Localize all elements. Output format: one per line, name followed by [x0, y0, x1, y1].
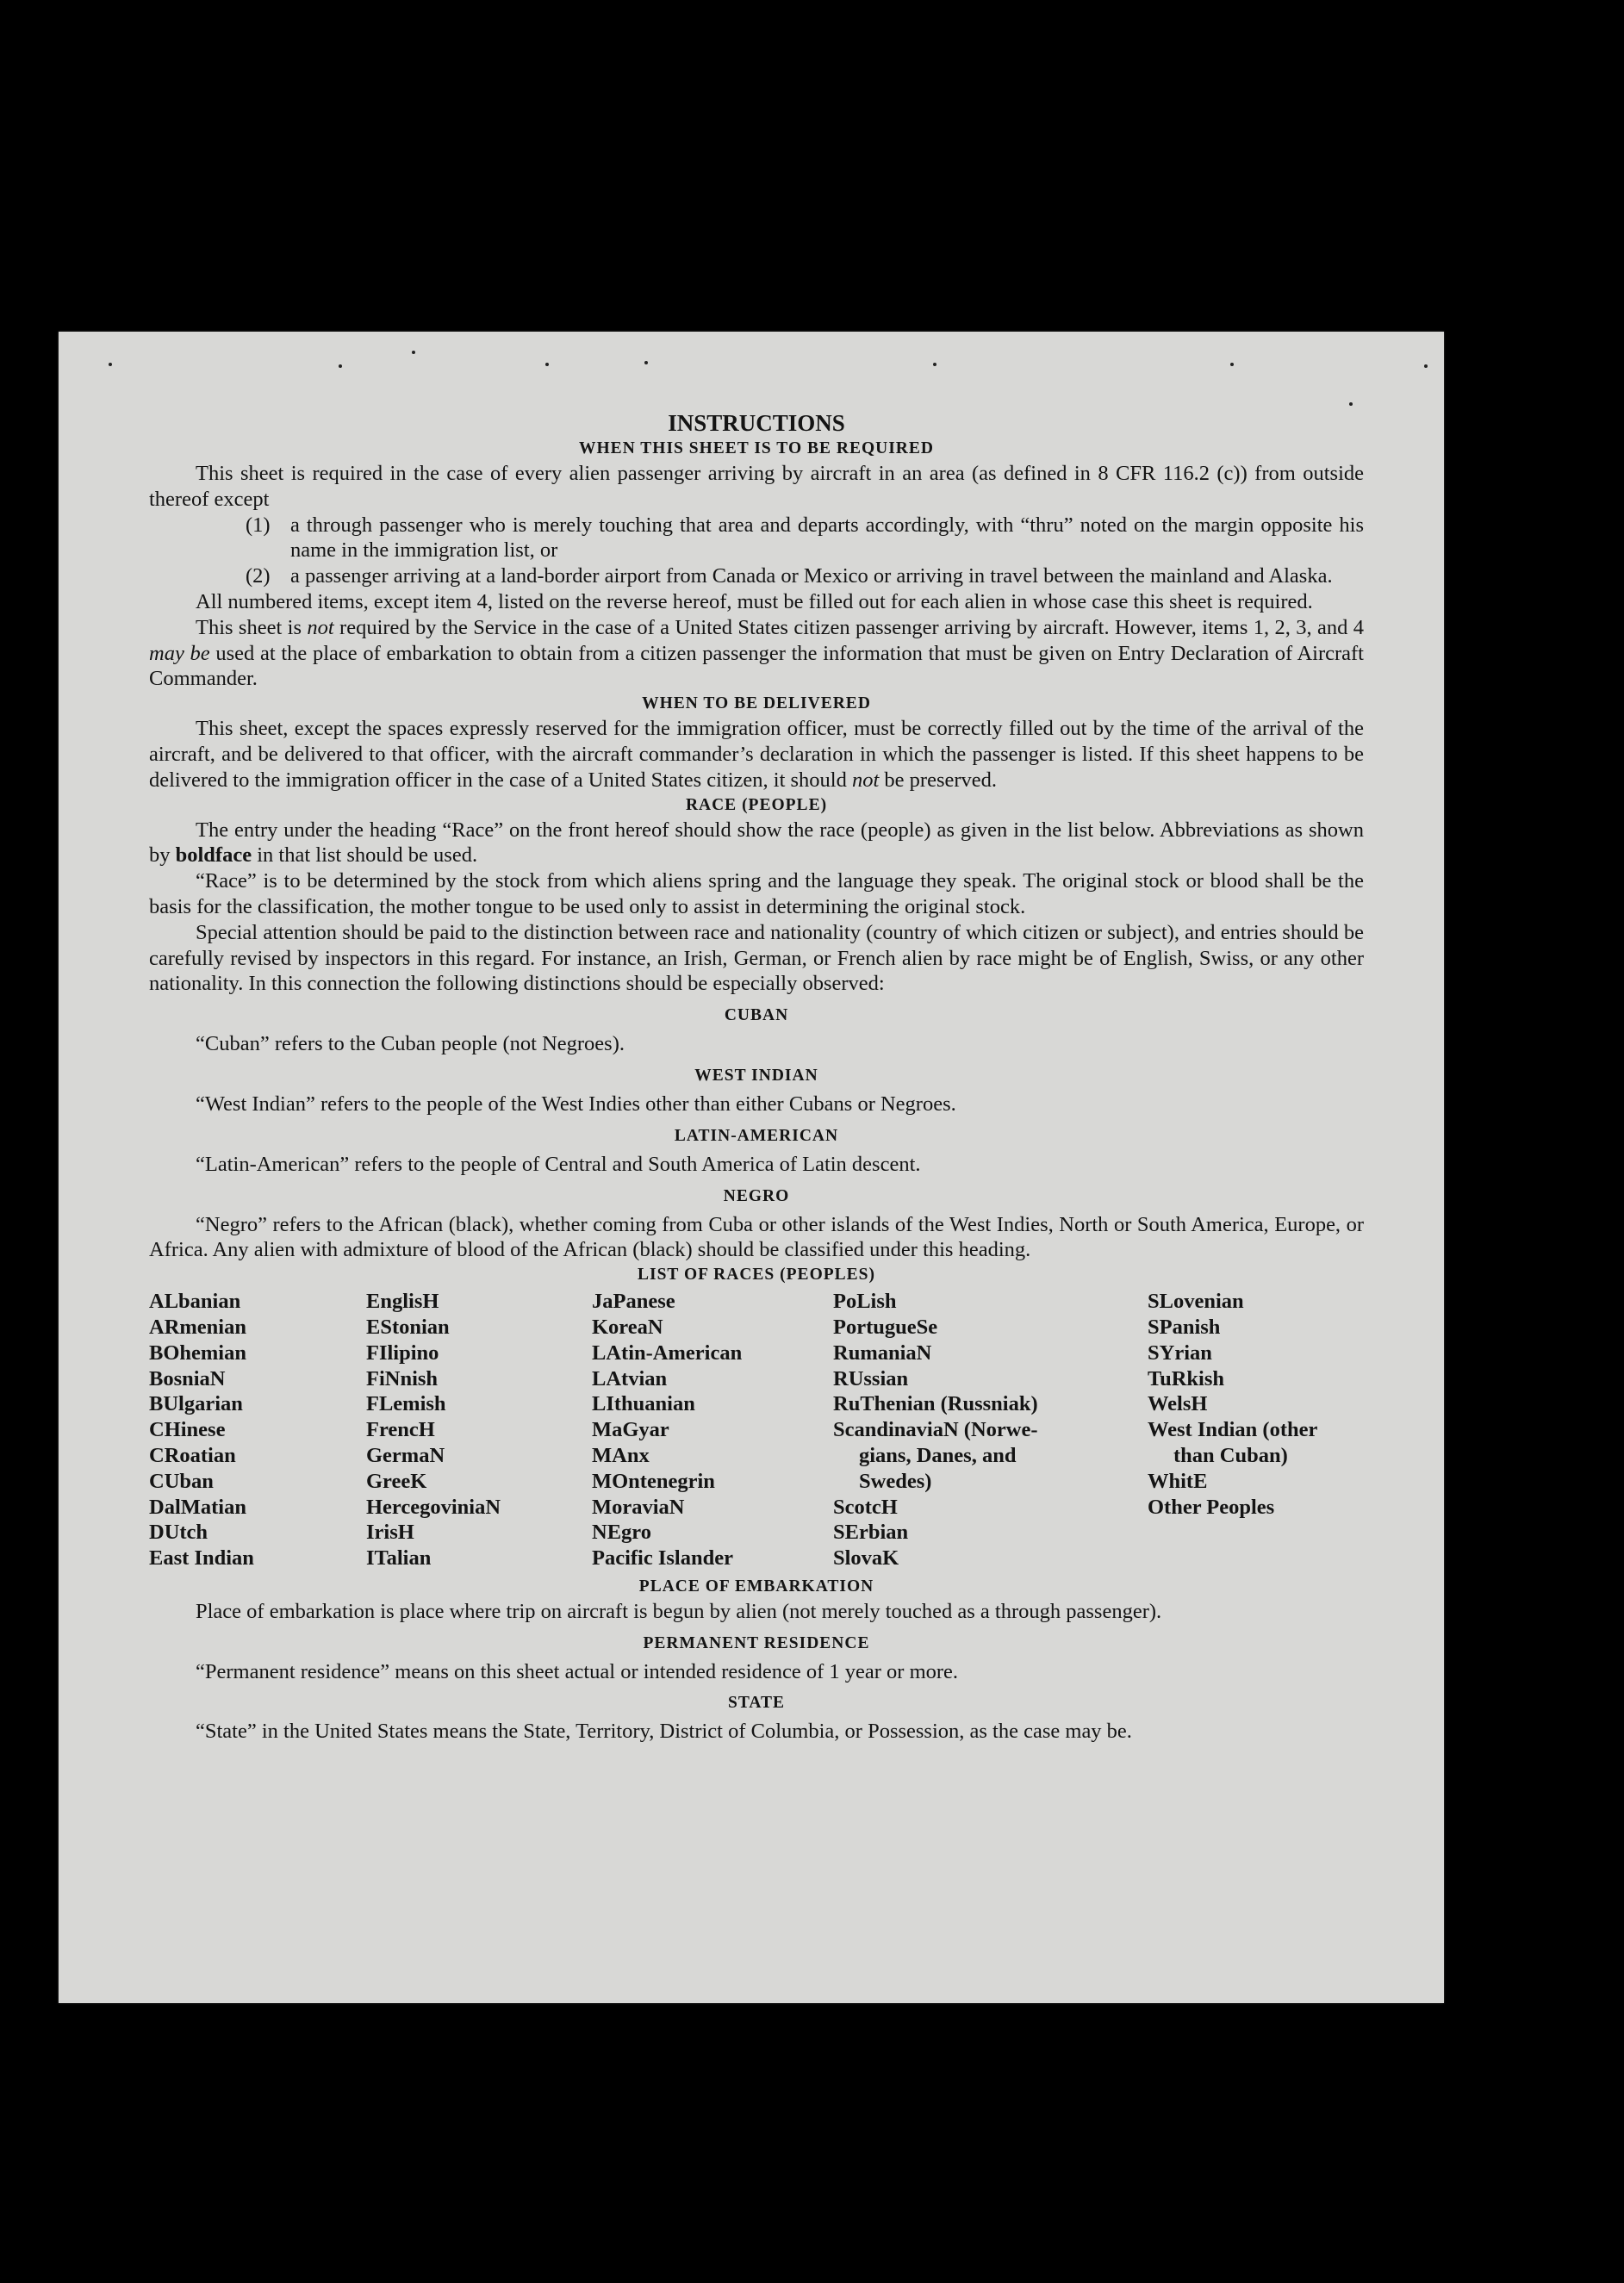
instructions-content	[149, 409, 1364, 1745]
item-text: a through passenger who is merely touching that area and departs accordingly, with “thru” noted on the margin opposite his name in the immigration list, or	[290, 513, 1364, 563]
race-entry: MOntenegrin	[592, 1469, 715, 1493]
race-entry: RuThenian (Russniak)	[833, 1392, 1038, 1416]
race-entry: LAtvian	[592, 1366, 668, 1390]
item-text: a passenger arriving at a land-border airport from Canada or Mexico or arriving in travel between the mainland and Alaska.	[290, 564, 1333, 588]
race-entry: TuRkish	[1148, 1366, 1225, 1390]
item-number: (2)	[246, 564, 271, 588]
speck-mark	[933, 363, 936, 366]
race-entry: CUban	[149, 1469, 214, 1493]
race-entry: CRoatian	[149, 1443, 236, 1467]
paragraph-race-stock: “Race” is to be determined by the stock from which aliens spring and the language they speak. The original stock or blood shall be the basis for the classification, the mother tongue to be used only to assist in determining the original stock.	[149, 869, 1364, 918]
speck-mark	[412, 351, 415, 354]
paragraph-race-nationality: Special attention should be paid to the distinction between race and nationality (country of which citizen or subject), and entries should be carefully revised by inspectors in this regard. For instance, an Irish, German, or French alien by race might be of English, Swiss, or any other nationality. In this connection the following distinctions should be especially observed:	[149, 920, 1364, 996]
heading-race: RACE (PEOPLE)	[685, 795, 828, 814]
heading-embarkation: PLACE OF EMBARKATION	[638, 1577, 874, 1596]
race-entry: PoLish	[833, 1290, 897, 1314]
race-entry: DUtch	[149, 1521, 208, 1545]
race-entry: IrisH	[366, 1521, 414, 1545]
race-entry: JaPanese	[592, 1290, 675, 1314]
races-column-5	[1148, 1289, 1364, 1571]
races-column-1	[149, 1289, 366, 1571]
exception-item-1	[246, 513, 1364, 564]
race-entry: MAnx	[592, 1443, 650, 1467]
heading-west-indian: WEST INDIAN	[694, 1066, 818, 1085]
race-entry: SLovenian	[1148, 1290, 1244, 1314]
heading-list-of-races: LIST OF RACES (PEOPLES)	[637, 1266, 875, 1285]
paragraph-state: “State” in the United States means the State, Territory, District of Columbia, or Possession, as the case may be.	[196, 1720, 1132, 1744]
race-entry: CHinese	[149, 1418, 226, 1442]
race-entry: SlovaK	[833, 1546, 899, 1571]
race-entry: BUlgarian	[149, 1392, 243, 1416]
speck-mark	[1424, 364, 1428, 368]
race-entry: LAtin-American	[592, 1341, 743, 1365]
heading-cuban: CUBAN	[724, 1006, 789, 1025]
race-entry: PortugueSe	[833, 1315, 938, 1339]
race-entry: Pacific Islander	[592, 1546, 733, 1571]
paragraph-permanent-residence: “Permanent residence” means on this sheet actual or intended residence of 1 year or more.	[196, 1659, 959, 1683]
paragraph-embarkation: Place of embarkation is place where trip on aircraft is begun by alien (not merely touched as a through passenger).	[196, 1599, 1162, 1623]
race-entry: MaGyar	[592, 1418, 669, 1442]
races-column-4	[833, 1289, 1148, 1571]
race-entry: FLemish	[366, 1392, 446, 1416]
exception-item-2	[246, 563, 1364, 589]
paragraph-negro: “Negro” refers to the African (black), whether coming from Cuba or other islands of the West Indies, North or South America, Europe, or Africa. Any alien with admixture of blood of the African (black) should be classified under this heading.	[149, 1212, 1364, 1262]
race-entry: RUssian	[833, 1366, 909, 1390]
race-entry: West Indian (other	[1148, 1418, 1318, 1442]
paragraph-latin-american: “Latin-American” refers to the people of Central and South America of Latin descent.	[196, 1152, 921, 1176]
race-entry: WhitE	[1148, 1469, 1208, 1493]
speck-mark	[1230, 363, 1234, 366]
race-entry-continuation: gians, Danes, and	[859, 1443, 1017, 1467]
heading-permanent-residence: PERMANENT RESIDENCE	[643, 1633, 870, 1652]
race-entry: HercegoviniaN	[366, 1495, 501, 1519]
races-list	[149, 1289, 1364, 1571]
heading-latin-american: LATIN-AMERICAN	[674, 1126, 839, 1145]
page-title: INSTRUCTIONS	[668, 410, 845, 436]
speck-mark	[109, 363, 112, 366]
race-entry: NEgro	[592, 1521, 651, 1545]
race-entry: LIthuanian	[592, 1392, 695, 1416]
race-entry: SYrian	[1148, 1341, 1212, 1365]
speck-mark	[1349, 402, 1353, 406]
race-entry: GermaN	[366, 1443, 445, 1467]
paragraph-delivery: This sheet, except the spaces expressly reserved for the immigration officer, must be correctly filled out by the time of the arrival of the aircraft, and be delivered to that officer, with the aircraft commander’s declaration in which the passenger is listed. If this sheet happens to be delivered to the immigration officer in the case of a United States citizen, it should not be preserved.	[149, 717, 1364, 792]
race-entry: WelsH	[1148, 1392, 1208, 1416]
paragraph-citizen: This sheet is not required by the Service in the case of a United States citizen passenger arriving by aircraft. However, items 1, 2, 3, and 4 may be used at the place of embarkation to obtain from a citizen passenger the information that must be given on Entry Declaration of Aircraft Commander.	[149, 615, 1365, 691]
race-entry: SErbian	[833, 1521, 909, 1545]
document-sheet	[59, 332, 1444, 2003]
paragraph-required-intro: This sheet is required in the case of every alien passenger arriving by aircraft in an area (as defined in 8 CFR 116.2 (c)) from outside thereof except	[149, 462, 1364, 511]
race-entry: FiNnish	[366, 1366, 439, 1390]
race-entry: GreeK	[366, 1469, 427, 1493]
speck-mark	[644, 361, 648, 364]
race-entry: ScotcH	[833, 1495, 898, 1519]
race-entry: BosniaN	[149, 1366, 226, 1390]
race-entry: ITalian	[366, 1546, 432, 1571]
paragraph-race-entry: The entry under the heading “Race” on the front hereof should show the race (people) as given in the list below. Abbreviations as shown by boldface in that list should be used.	[149, 818, 1364, 868]
race-entry: SPanish	[1148, 1315, 1221, 1339]
race-entry: MoraviaN	[592, 1495, 685, 1519]
race-entry-continuation: Swedes)	[859, 1469, 932, 1493]
item-number: (1)	[246, 513, 271, 537]
race-entry: East Indian	[149, 1546, 254, 1571]
race-entry: ALbanian	[149, 1290, 241, 1314]
race-entry: FrencH	[366, 1418, 435, 1442]
race-entry: Other Peoples	[1148, 1495, 1275, 1519]
paragraph-cuban: “Cuban” refers to the Cuban people (not Negroes).	[196, 1032, 625, 1056]
races-column-2	[366, 1289, 592, 1571]
race-entry: DalMatian	[149, 1495, 246, 1519]
race-entry: EStonian	[366, 1315, 450, 1339]
race-entry-continuation: than Cuban)	[1173, 1443, 1288, 1467]
race-entry: RumaniaN	[833, 1341, 932, 1365]
paragraph-west-indian: “West Indian” refers to the people of the West Indies other than either Cubans or Negroes.	[196, 1092, 956, 1116]
heading-state: STATE	[727, 1694, 786, 1713]
race-entry: BOhemian	[149, 1341, 246, 1365]
race-entry: FIlipino	[366, 1341, 439, 1365]
race-entry: EnglisH	[366, 1290, 439, 1314]
race-entry: ARmenian	[149, 1315, 246, 1339]
race-entry: KoreaN	[592, 1315, 663, 1339]
race-entry: ScandinaviaN (Norwe-	[833, 1418, 1038, 1442]
heading-when-delivered: WHEN TO BE DELIVERED	[642, 694, 871, 713]
speck-mark	[339, 364, 342, 368]
heading-negro: NEGRO	[723, 1186, 790, 1205]
speck-mark	[545, 363, 549, 366]
heading-when-required: WHEN THIS SHEET IS TO BE REQUIRED	[579, 439, 934, 457]
races-column-3	[592, 1289, 833, 1571]
paragraph-numbered-items: All numbered items, except item 4, listed on the reverse hereof, must be filled out for each alien in whose case this sheet is required.	[196, 589, 1313, 613]
